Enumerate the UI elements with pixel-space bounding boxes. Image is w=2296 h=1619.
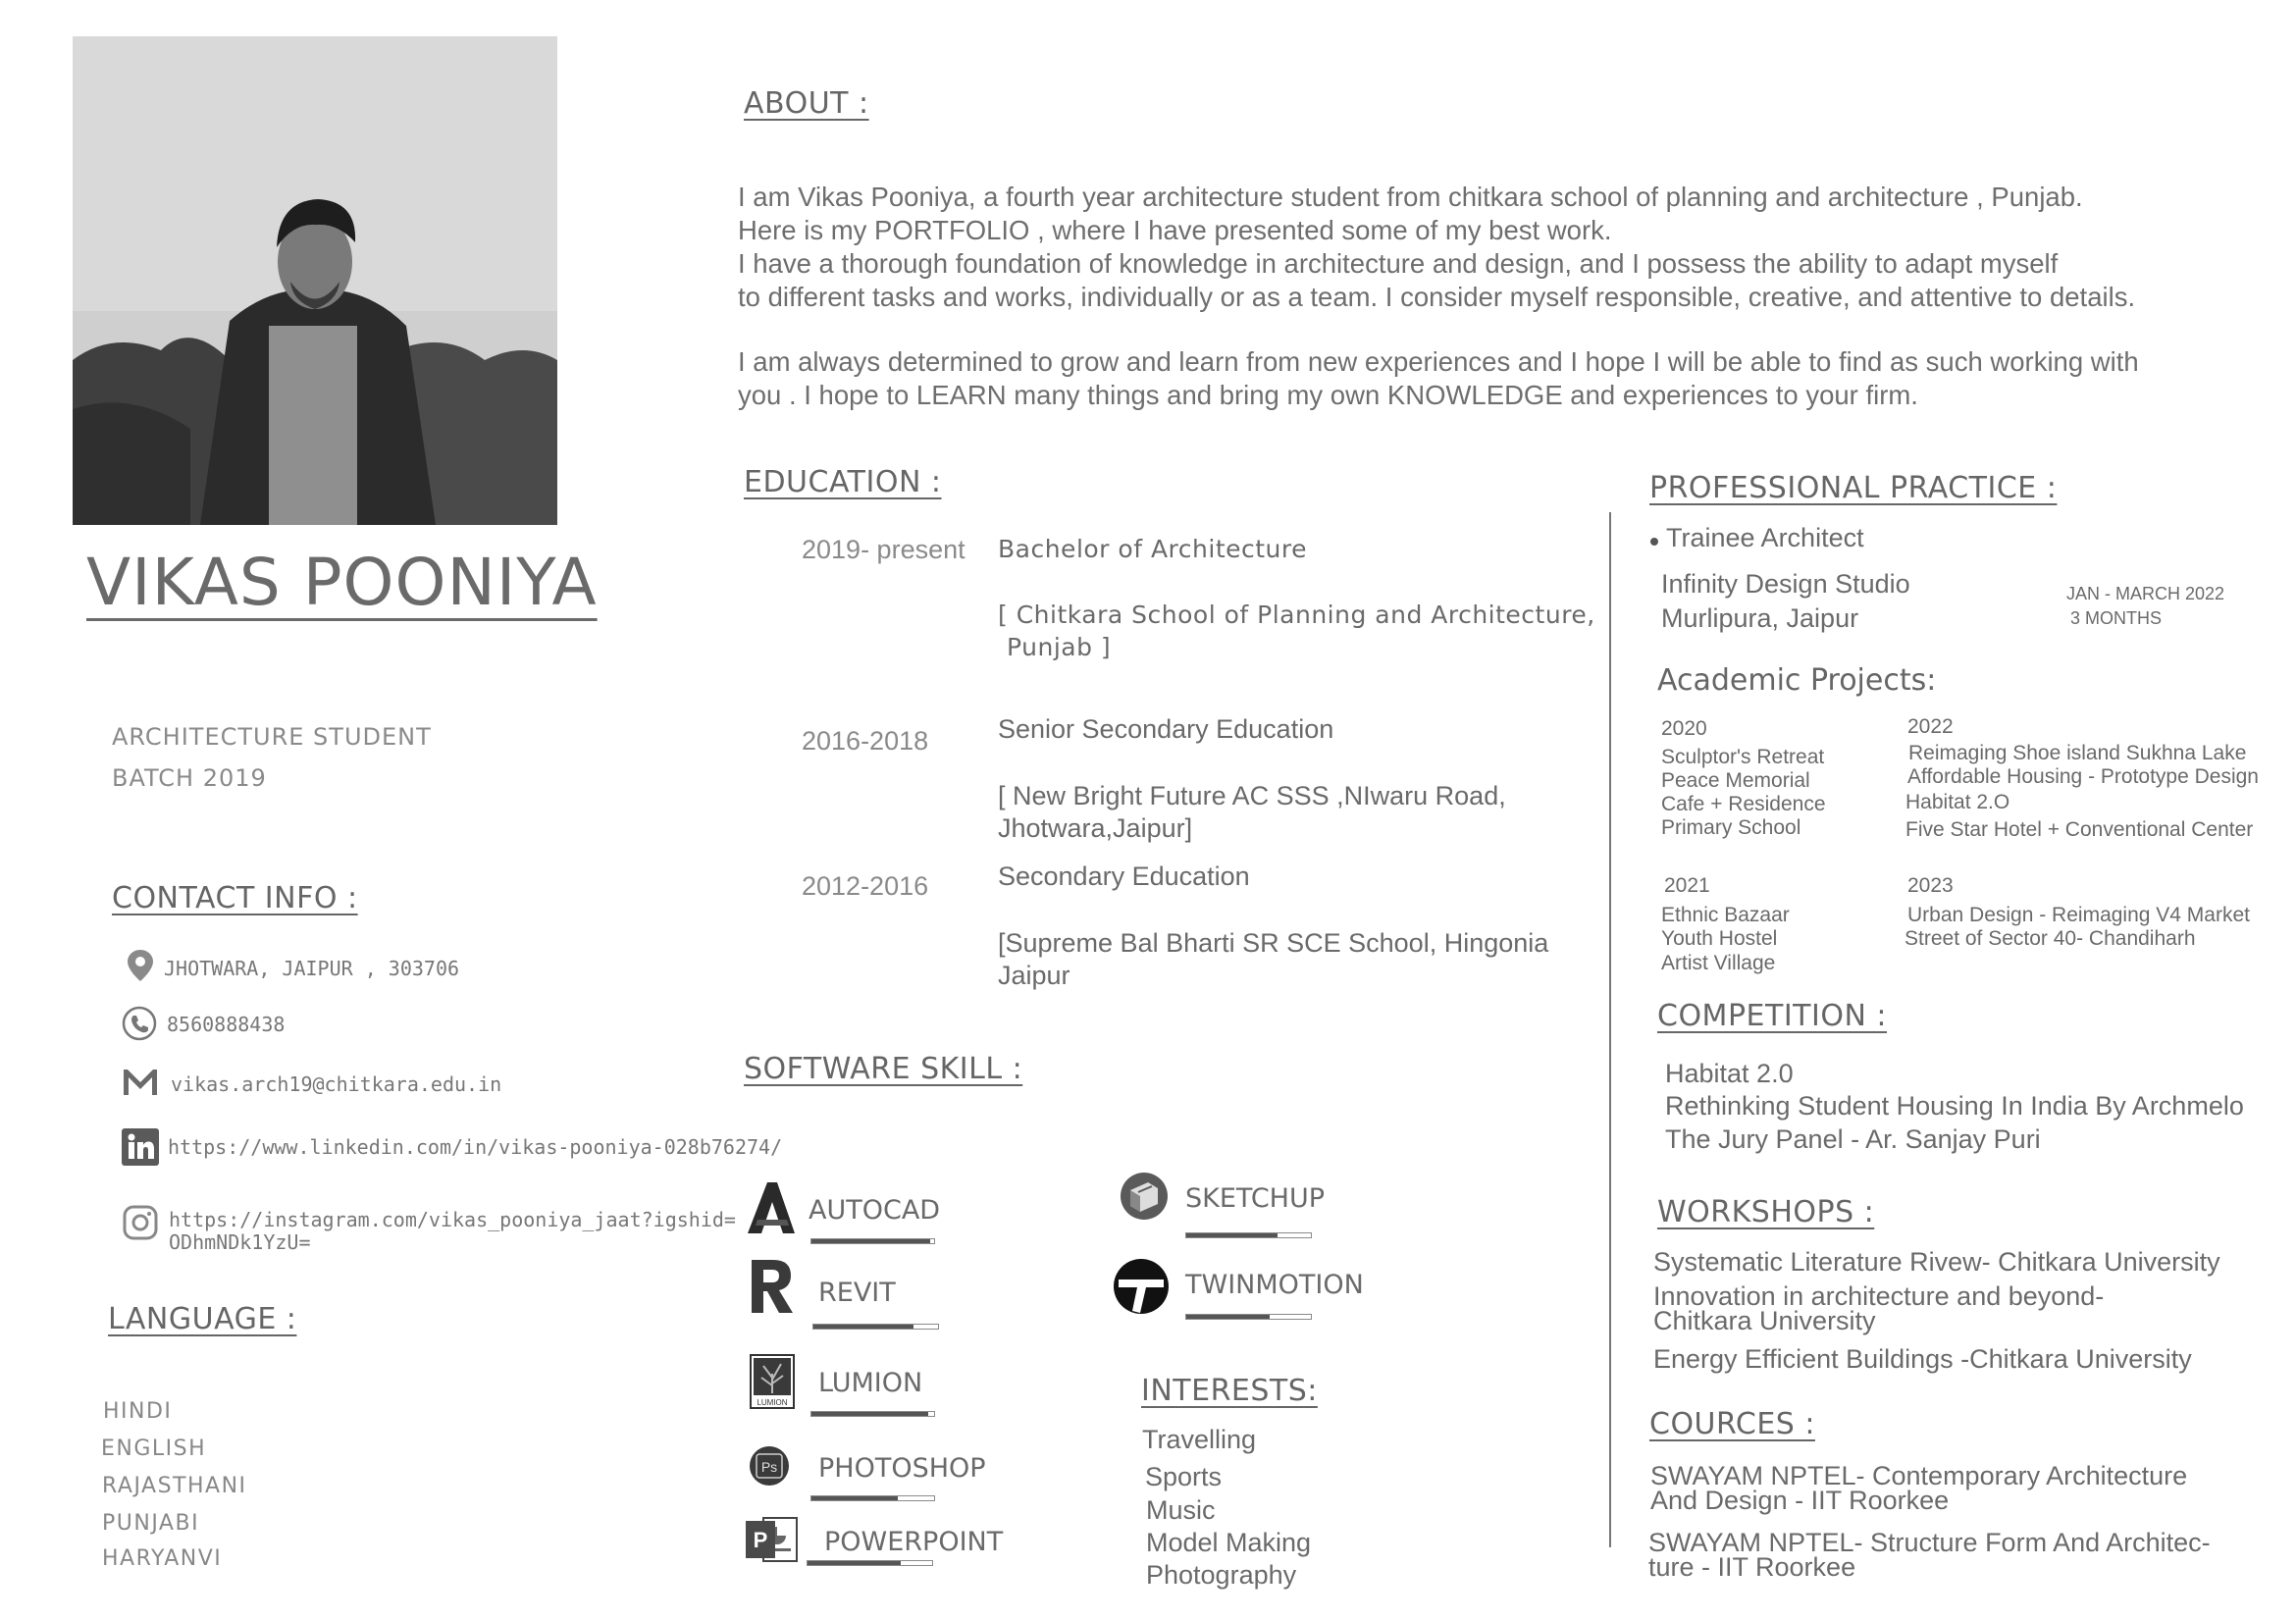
competition-item: The Jury Panel - Ar. Sanjay Puri xyxy=(1665,1124,2041,1154)
bullet-icon xyxy=(1650,538,1658,546)
workshop-item: Energy Efficient Buildings -Chitkara University xyxy=(1653,1344,2192,1374)
workshop-item: Systematic Literature Rivew- Chitkara University xyxy=(1653,1247,2220,1277)
practice-period: JAN - MARCH 2022 xyxy=(2066,584,2225,603)
about-line: you . I hope to LEARN many things and bring my own KNOWLEDGE and experiences to your firm. xyxy=(738,380,1918,410)
contact-heading: CONTACT INFO : xyxy=(112,881,358,915)
projects-heading: Academic Projects: xyxy=(1657,663,1937,698)
education-title: Senior Secondary Education xyxy=(998,714,1334,744)
contact-linkedin[interactable]: https://www.linkedin.com/in/vikas-pooniya-028b76274/ xyxy=(168,1135,783,1159)
practice-position: Trainee Architect xyxy=(1666,523,1864,552)
education-title: Bachelor of Architecture xyxy=(998,535,1308,563)
competition-item: Rethinking Student Housing In India By Archmelo xyxy=(1665,1091,2244,1121)
education-school: [Supreme Bal Bharti SR SCE School, Hingonia xyxy=(998,928,1549,958)
project-item: Affordable Housing - Prototype Design xyxy=(1907,765,2259,788)
competition-heading: COMPETITION : xyxy=(1657,999,1888,1033)
education-year: 2019- present xyxy=(802,535,965,564)
workshop-item: Chitkara University xyxy=(1653,1306,1876,1335)
linkedin-icon[interactable] xyxy=(122,1128,157,1164)
interest-item: Photography xyxy=(1146,1560,1297,1590)
software-name: POWERPOINT xyxy=(824,1527,1004,1557)
interest-item: Travelling xyxy=(1142,1425,1257,1454)
education-school: [ Chitkara School of Planning and Architecture, xyxy=(998,601,1595,629)
software-name: TWINMOTION xyxy=(1185,1270,1364,1300)
project-item: Youth Hostel xyxy=(1661,927,1778,950)
profile-role: ARCHITECTURE STUDENT xyxy=(112,723,432,751)
education-heading: EDUCATION : xyxy=(744,465,942,499)
lumion-skill-bar xyxy=(810,1411,935,1417)
contact-instagram-line1[interactable]: https://instagram.com/vikas_pooniya_jaat?igshid= xyxy=(169,1208,736,1231)
project-year: 2023 xyxy=(1907,874,1954,897)
language-item: ENGLISH xyxy=(101,1436,207,1461)
project-item: Five Star Hotel + Conventional Center xyxy=(1905,818,2254,841)
course-item: ture - IIT Roorkee xyxy=(1648,1552,1856,1582)
profile-batch: BATCH 2019 xyxy=(112,764,267,792)
interest-item: Music xyxy=(1146,1495,1216,1525)
courses-heading: COURCES : xyxy=(1649,1407,1815,1441)
svg-text:Ps: Ps xyxy=(760,1459,778,1475)
twinmotion-skill-bar xyxy=(1185,1314,1312,1320)
profile-photo xyxy=(73,36,557,525)
language-item: PUNJABI xyxy=(102,1511,200,1536)
education-school: Jaipur xyxy=(998,961,1070,990)
language-item: HARYANVI xyxy=(102,1546,223,1571)
education-school: [ New Bright Future AC SSS ,NIwaru Road, xyxy=(998,781,1506,810)
powerpoint-skill-bar xyxy=(807,1560,933,1566)
project-item: Artist Village xyxy=(1661,952,1776,974)
language-item: RAJASTHANI xyxy=(102,1474,247,1498)
autocad-icon xyxy=(746,1180,797,1240)
sketchup-skill-bar xyxy=(1185,1232,1312,1238)
contact-email[interactable]: vikas.arch19@chitkara.edu.in xyxy=(171,1072,502,1096)
powerpoint-icon xyxy=(744,1515,799,1569)
about-line: I have a thorough foundation of knowledge in architecture and design, and I possess the ability to adapt myself xyxy=(738,248,2059,279)
about-heading: ABOUT : xyxy=(744,86,869,121)
svg-text:P: P xyxy=(753,1528,768,1552)
project-item: Peace Memorial xyxy=(1661,769,1810,792)
education-year: 2016-2018 xyxy=(802,726,929,756)
photoshop-skill-bar xyxy=(810,1495,935,1501)
education-school: Jhotwara,Jaipur] xyxy=(998,813,1193,843)
project-item: Urban Design - Reimaging V4 Market xyxy=(1907,904,2250,926)
project-item: Reimaging Shoe island Sukhna Lake xyxy=(1908,742,2247,764)
mail-icon xyxy=(122,1068,157,1103)
project-year: 2021 xyxy=(1664,874,1710,897)
skill-fill xyxy=(811,1496,898,1500)
skill-fill xyxy=(1186,1315,1270,1319)
education-year: 2012-2016 xyxy=(802,871,929,901)
about-line: I am Vikas Pooniya, a fourth year architecture student from chitkara school of planning and architecture , Punjab. xyxy=(738,182,2083,212)
software-heading: SOFTWARE SKILL : xyxy=(744,1052,1023,1086)
project-item: Habitat 2.O xyxy=(1905,791,2010,813)
interest-item: Sports xyxy=(1145,1462,1223,1491)
location-pin-icon xyxy=(123,948,158,983)
interest-item: Model Making xyxy=(1146,1528,1312,1557)
project-item: Sculptor's Retreat xyxy=(1661,746,1825,768)
education-school: Punjab ] xyxy=(1007,633,1112,661)
instagram-icon[interactable] xyxy=(123,1205,158,1240)
column-divider xyxy=(1609,512,1611,1547)
skill-fill xyxy=(813,1325,913,1329)
twinmotion-icon xyxy=(1113,1258,1170,1320)
software-name: SKETCHUP xyxy=(1185,1183,1326,1214)
workshops-heading: WORKSHOPS : xyxy=(1657,1195,1875,1229)
skill-fill xyxy=(811,1412,928,1416)
software-name: PHOTOSHOP xyxy=(818,1453,986,1484)
language-heading: LANGUAGE : xyxy=(108,1302,297,1336)
practice-heading: PROFESSIONAL PRACTICE : xyxy=(1649,471,2058,505)
language-item: HINDI xyxy=(103,1399,173,1424)
project-year: 2022 xyxy=(1907,715,1954,738)
practice-company: Infinity Design Studio xyxy=(1661,569,1910,599)
autocad-skill-bar xyxy=(810,1238,935,1244)
skill-fill xyxy=(1186,1233,1278,1237)
about-text xyxy=(738,181,2139,412)
skill-fill xyxy=(811,1239,930,1243)
software-name: LUMION xyxy=(818,1368,923,1398)
sketchup-icon xyxy=(1119,1171,1170,1227)
practice-duration: 3 MONTHS xyxy=(2070,608,2163,628)
about-line: to different tasks and works, individually or as a team. I consider myself responsible, creative, and attentive to details. xyxy=(738,282,2136,312)
contact-phone[interactable]: 8560888438 xyxy=(167,1013,286,1036)
phone-icon xyxy=(122,1006,157,1041)
software-name: AUTOCAD xyxy=(809,1195,941,1226)
interests-heading: INTERESTS: xyxy=(1141,1374,1318,1408)
education-title: Secondary Education xyxy=(998,862,1250,891)
workshop-item: Innovation in architecture and beyond- xyxy=(1653,1281,2105,1311)
revit-skill-bar xyxy=(812,1324,939,1330)
lumion-icon xyxy=(750,1354,795,1414)
project-item: Primary School xyxy=(1661,816,1801,839)
project-item: Ethnic Bazaar xyxy=(1661,904,1790,926)
revit-icon xyxy=(748,1258,795,1320)
practice-location: Murlipura, Jaipur xyxy=(1661,603,1859,633)
contact-address: JHOTWARA, JAIPUR , 303706 xyxy=(164,957,460,980)
photoshop-icon xyxy=(748,1444,791,1492)
project-year: 2020 xyxy=(1661,717,1707,740)
course-item: SWAYAM NPTEL- Contemporary Architecture xyxy=(1650,1461,2188,1490)
profile-name: VIKAS POONIYA xyxy=(86,545,598,620)
software-name: REVIT xyxy=(818,1278,896,1308)
svg-text:LUMION: LUMION xyxy=(757,1398,788,1407)
course-item: SWAYAM NPTEL- Structure Form And Architec- xyxy=(1648,1528,2211,1557)
about-line: I am always determined to grow and learn from new experiences and I hope I will be able to find as such working with xyxy=(738,346,2139,377)
skill-fill xyxy=(808,1561,901,1565)
contact-instagram-line2[interactable]: ODhmNDk1YzU= xyxy=(169,1230,311,1254)
project-item: Street of Sector 40- Chandiharh xyxy=(1905,927,2196,950)
project-item: Cafe + Residence xyxy=(1661,793,1826,815)
course-item: And Design - IIT Roorkee xyxy=(1650,1486,1950,1515)
about-line: Here is my PORTFOLIO , where I have presented some of my best work. xyxy=(738,215,1612,245)
portrait-image xyxy=(73,36,557,525)
competition-item: Habitat 2.0 xyxy=(1665,1059,1794,1088)
